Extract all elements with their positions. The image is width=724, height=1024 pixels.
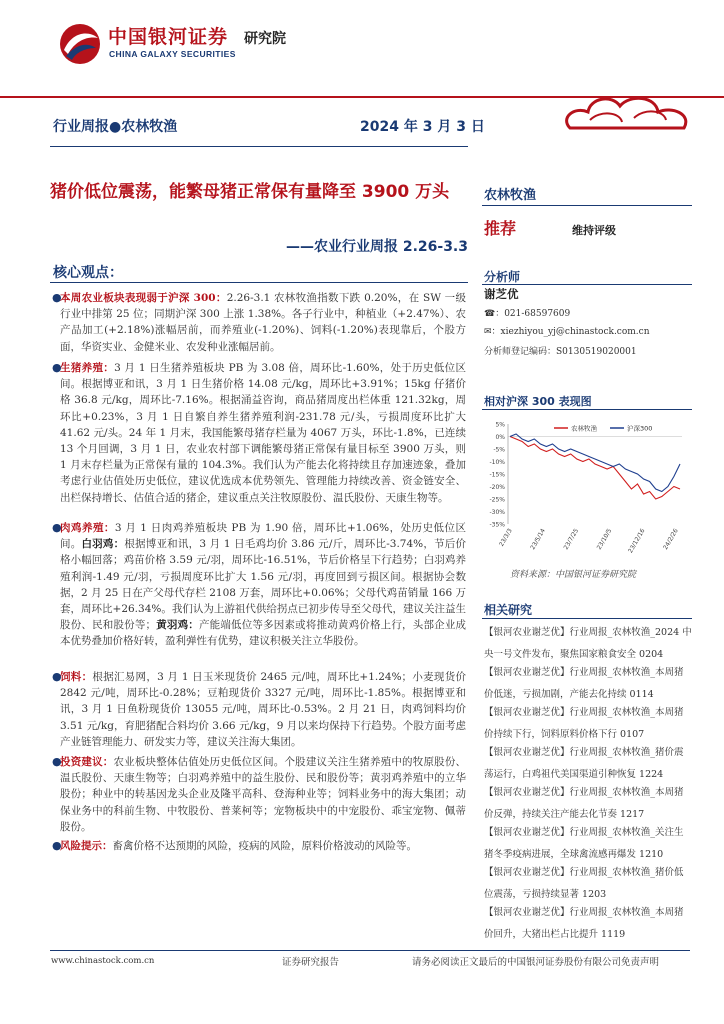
report-date: 2024 年 3 月 3 日 [360, 119, 485, 135]
analyst-email[interactable]: ✉：xiezhiyou_yj@chinastock.com.cn [484, 327, 650, 337]
core-views-heading: 核心观点： [53, 265, 123, 281]
relative-performance-chart [482, 414, 694, 564]
x-tick-label: 24/2/26 [662, 527, 680, 552]
analyst-cert: 分析师登记编码：S0130519020001 [484, 347, 637, 357]
bullet-chicken [52, 520, 467, 650]
related-item[interactable]: 【银河农业谢芝优】行业周报_农林牧渔_本周猪价回升，大猪出栏占比提升 1119 [484, 907, 684, 940]
x-tick-label: 23/3/3 [498, 527, 514, 548]
rating-note: 维持评级 [572, 224, 616, 237]
y-tick-label: -20% [489, 484, 505, 491]
bullet-text: 农业板块整体估值处历史低位区间。个股建议关注生猪养殖中的牧原股份、温氏股份、天康生物等；白羽鸡养殖中的益生股份、民和股份等；黄羽鸡养殖中的立华股份；种业中的转基因龙头企业及隆平高科、登海种业等；饲料业务中的海大集团；动保业务中的科前生物、中牧股份、普莱柯等；宠物板块中的中宠股份、乖宝宠物、佩蒂股份。 [60, 756, 467, 833]
division-name: 研究院 [244, 31, 286, 47]
y-tick-label: -10% [489, 459, 505, 466]
y-tick-label: -15% [489, 471, 505, 479]
galaxy-logo-icon [58, 22, 102, 66]
rating: 推荐 [484, 219, 517, 238]
bullet-feed [52, 669, 467, 750]
sector-rule [482, 205, 692, 206]
bullet-lead: 本周农业板块表现弱于沪深 300： [60, 292, 227, 304]
y-tick-label: -30% [489, 509, 505, 516]
core-views-rule [50, 282, 468, 283]
related-heading: 相关研究 [484, 603, 533, 617]
x-tick-label: 23/7/25 [562, 527, 581, 552]
y-tick-label: -25% [489, 496, 505, 504]
bullet-lead: 肉鸡养殖： [60, 522, 115, 534]
related-rule [482, 618, 692, 619]
bullet-lead: 投资建议： [60, 756, 114, 768]
bullet-risk [52, 838, 466, 854]
chart-heading: 相对沪深 300 表现图 [484, 395, 592, 408]
y-tick-label: 0% [495, 434, 505, 441]
bullet-text: 根据博亚和讯，3 月 1 日毛鸡均价 3.86 元/斤，周环比-3.74%，节后价格小幅回落；鸡苗价格 3.59 元/羽，周环比-16.51%，节后价格呈下行趋势；白羽鸡养殖利润-1.49 元/羽，亏损周度环比扩大 1.56 元/羽，再度回到亏损区间。根据协会数据，2 月 25 日在产父母代存栏 2108 万套，周环比+0.06%；父母代鸡苗销量 166 万套，周环比+26.34%。我们认为上游祖代供给拐点已初步传导至父母代，建议关注益生股份、民和股份等； [60, 538, 466, 632]
related-item[interactable]: 【银河农业谢芝优】行业周报_农林牧渔_本周猪价持续下行，饲料原料价格下行 0107 [484, 707, 684, 740]
footer-label: 证券研究报告 [282, 957, 340, 968]
bullet-text: 根据汇易网，3 月 1 日玉米现货价 2465 元/吨，周环比+1.24%；小麦现货价 2842 元/吨，周环比-0.28%；豆粕现货价 3327 元/吨，周环比-1.85%。根据博亚和讯，3 月 1 日鱼粉现货价 13055 元/吨，周环比-0.53%。2 月 21 日，肉鸡饲料均价 3.51 元/kg，育肥猪配合料均价 3.66 元/kg，9 月以来均保持下行趋势。个股方面考虑产业链管理能力、研发实力等，建议关注海大集团。 [60, 671, 467, 748]
bullet-hog [52, 360, 466, 506]
bullet-text: 畜禽价格不达预期的风险，疫病的风险，原料价格波动的风险等。 [112, 840, 417, 852]
bullet-dot-icon: ● [52, 291, 62, 304]
series-line-sector [510, 437, 680, 500]
bullet-lead: 风险提示： [60, 840, 113, 852]
bullet-dot-icon: ● [52, 755, 62, 768]
related-item[interactable]: 【银河农业谢芝优】行业周报_农林牧渔_关注生猪冬季疫病进展，全球禽流感再爆发 1210 [484, 827, 684, 860]
y-tick-label: 5% [495, 421, 505, 429]
header-rule [50, 146, 468, 147]
chart-rule [482, 409, 692, 410]
bullet-text: 2.26-3.1 农林牧渔指数下跌 0.20%，在 SW 一级行业中排第 25 位；同期沪深 300 上涨 1.38%。各子行业中，种植业（+2.47%）、农产品加工(+2.18%)涨幅居前，而养殖业(-1.20%)、饲料(-1.20%)表现靠后，个股方面，华资实业、金健米业、农发种业涨幅居前。 [60, 292, 466, 353]
bullet-strong: 黄羽鸡： [156, 619, 199, 632]
bullet-dot-icon: ● [52, 839, 62, 852]
x-tick-label: 23/5/14 [529, 527, 547, 552]
bullet-lead: 生猪养殖： [60, 362, 115, 374]
bullet-investment [52, 754, 467, 835]
y-tick-label: -35% [489, 521, 505, 529]
header-divider [0, 96, 724, 98]
related-item[interactable]: 【银河农业谢芝优】行业周报_农林牧渔_2024 中央一号文件发布，聚焦国家粮食安全 0204 [484, 627, 692, 660]
x-tick-label: 23/12/16 [626, 527, 647, 555]
footer-website[interactable]: www.chinastock.com.cn [51, 956, 155, 966]
related-item[interactable]: 【银河农业谢芝优】行业周报_农林牧渔_猪价低位震荡，亏损持续显著 1203 [484, 867, 684, 900]
bullet-dot-icon: ● [52, 361, 62, 374]
bullet-market [52, 290, 466, 355]
report-type: 行业周报●农林牧渔 [53, 119, 178, 135]
brand-name: 中国银河证券 [108, 26, 229, 48]
analyst-rule [482, 284, 692, 285]
related-item[interactable]: 【银河农业谢芝优】行业周报_农林牧渔_猪价震荡运行，白鸡祖代美国渠道引种恢复 1224 [484, 747, 684, 780]
chart-source: 资料来源：中国银河证券研究院 [510, 570, 637, 580]
related-item[interactable]: 【银河农业谢芝优】行业周报_农林牧渔_本周猪价低迷，亏损加剧，产能去化持续 0114 [484, 667, 684, 700]
bullet-text: 3 月 1 日肉鸡养殖板块 PB 为 1.90 倍，周环比+1.06%，处历史低位区间。 [60, 522, 466, 551]
footer-rule [50, 950, 690, 951]
brand-name-en: CHINA GALAXY SECURITIES [109, 49, 236, 59]
report-subtitle: ——农业行业周报 2.26-3.3 [285, 239, 468, 255]
analyst-name: 谢芝优 [484, 287, 519, 301]
bullet-dot-icon: ● [52, 670, 62, 683]
analyst-heading: 分析师 [484, 270, 521, 284]
y-tick-label: -5% [493, 446, 505, 454]
bullet-strong: 白羽鸡： [81, 538, 125, 551]
bullet-lead: 饲料： [60, 671, 93, 683]
bullet-dot-icon: ● [52, 521, 62, 534]
footer-disclaimer: 请务必阅读正文最后的中国银河证券股份有限公司免责声明 [412, 957, 660, 968]
sector-name: 农林牧渔 [484, 188, 537, 203]
x-tick-label: 23/10/5 [595, 527, 614, 552]
related-item[interactable]: 【银河农业谢芝优】行业周报_农林牧渔_本周猪价反弹，持续关注产能去化节奏 1217 [484, 787, 684, 820]
analyst-phone: ☎：021-68597609 [484, 309, 571, 319]
series-line-csi300 [510, 434, 680, 492]
legend-label: 农林牧渔 [571, 424, 597, 433]
report-title: 猪价低位震荡，能繁母猪正常保有量降至 3900 万头 [50, 182, 450, 202]
bullet-text: 产能端低位等多因素或将推动黄鸡价格上行，头部企业成本优势叠加价格好转，盈利弹性有优势，建议积极关注立华股份。 [60, 619, 467, 648]
legend-label: 沪深300 [627, 424, 653, 433]
bullet-text: 3 月 1 日生猪养殖板块 PB 为 3.08 倍，周环比-1.60%，处于历史低位区间。根据博亚和讯，3 月 1 日生猪价格 14.08 元/kg，周环比+3.91%；15kg 仔猪价格 36.8 元/kg，周环比-7.16%。根据涌益咨询，商品猪周度出栏体重 121.32kg，周环比+0.23%，3 月 1 日自繁自养生猪养殖利润-231.78 元/头，亏损周度环比扩大 41.62 元/头。24 年 1 月末，我国能繁母猪存栏量为 4067 万头，环比-1.8%，已连续 13 个月回调，3 月 1 日，农业农村部下调能繁母猪正常保有量目标至 3900 万头，则 1 月末存栏量为正常保有量的 104.3%。我们认为产能去化将持续且存加速迹象，叠加考虑行业估值处历史低位，建议优选成本优势领先、管理能力持续改善、资金链安全、出栏保持增长、估值合适的猪企，建议重点关注牧原股份、温氏股份、天康生物等。 [60, 362, 466, 504]
